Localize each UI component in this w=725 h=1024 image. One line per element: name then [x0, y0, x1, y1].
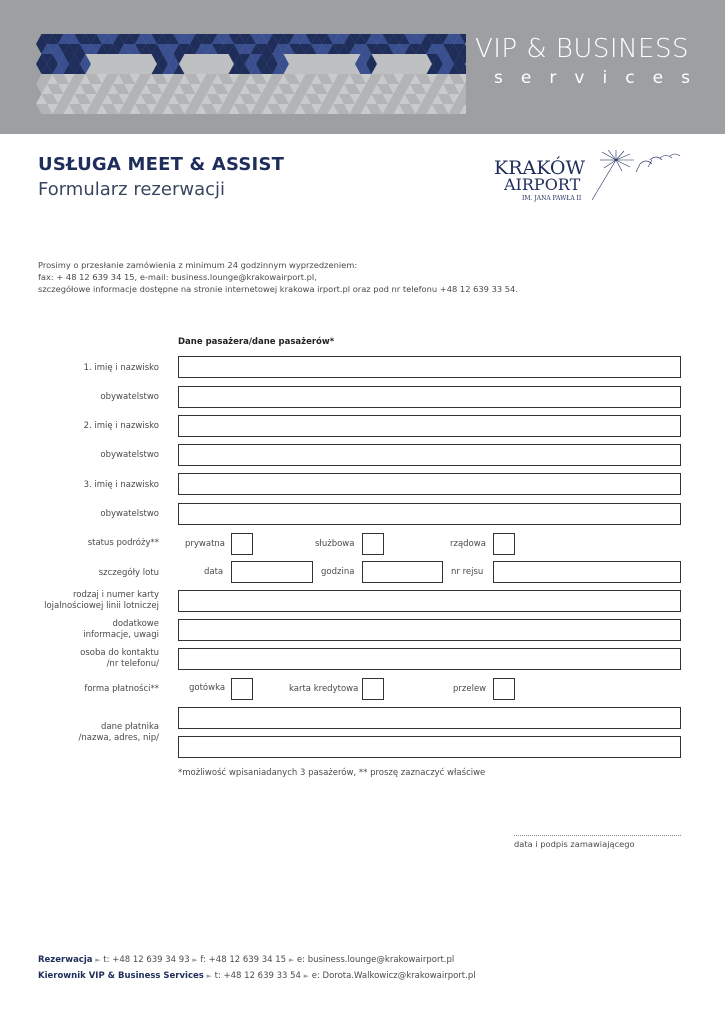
passenger2-name-label: 2. imię i nazwisko — [83, 421, 159, 431]
arrow-right-icon: ► — [303, 972, 310, 980]
payment-cash-checkbox[interactable] — [231, 678, 253, 700]
contact-person-field[interactable] — [178, 648, 681, 670]
contact-person-label: osoba do kontaktu /nr telefonu/ — [80, 648, 159, 669]
flight-date-label: data — [204, 567, 224, 577]
service-title: USŁUGA MEET & ASSIST — [38, 154, 285, 175]
passenger1-name-field[interactable] — [178, 356, 681, 378]
passenger3-citizenship-field[interactable] — [178, 503, 681, 525]
logo-line1: KRAKÓW — [494, 157, 586, 179]
loyalty-card-field[interactable] — [178, 590, 681, 612]
payer-details-field-1[interactable] — [178, 707, 681, 729]
footer-manager-line: Kierownik VIP & Business Services ► t: +48 12 639 33 54 ► e: Dorota.Walkowicz@krakowairport.pl — [38, 971, 476, 981]
logo-line2: AIRPORT — [504, 175, 581, 194]
passenger1-citizenship-label: obywatelstwo — [100, 392, 159, 402]
services-subtitle: s e r v i c e s — [494, 68, 690, 88]
payer-details-label: dane płatnika /nazwa, adres, nip/ — [78, 722, 159, 743]
footnote: *możliwość wpisaniadanych 3 pasażerów, ** proszę zaznaczyć właściwe — [178, 768, 486, 778]
passenger3-citizenship-label: obywatelstwo — [100, 509, 159, 519]
payment-card-label: karta kredytowa — [289, 684, 359, 694]
arrow-right-icon: ► — [206, 972, 212, 980]
passenger2-name-field[interactable] — [178, 415, 681, 437]
status-private-checkbox[interactable] — [231, 533, 253, 555]
passenger3-name-field[interactable] — [178, 473, 681, 495]
status-business-checkbox[interactable] — [362, 533, 384, 555]
passenger2-citizenship-field[interactable] — [178, 444, 681, 466]
status-business-label: służbowa — [315, 539, 355, 549]
additional-info-field[interactable] — [178, 619, 681, 641]
passenger1-citizenship-field[interactable] — [178, 386, 681, 408]
passenger1-name-label: 1. imię i nazwisko — [83, 363, 159, 373]
payment-card-checkbox[interactable] — [362, 678, 384, 700]
flight-number-field[interactable] — [493, 561, 681, 583]
vip-business-title: VIP & BUSINESS — [474, 34, 689, 64]
footer-reservation-line: Rezerwacja ► t: +48 12 639 34 93 ► f: +48 12 639 34 15 ► e: business.lounge@krakowairport.pl — [38, 955, 455, 965]
loyalty-card-label: rodzaj i numer karty lojalnościowej linii lotniczej — [44, 590, 159, 611]
flight-date-field[interactable] — [231, 561, 313, 583]
additional-info-label: dodatkowe informacje, uwagi — [83, 619, 159, 640]
signature-line — [514, 835, 681, 836]
krakow-airport-logo — [490, 150, 690, 208]
payment-method-label: forma płatności** — [84, 684, 159, 694]
intro-text: Prosimy o przesłanie zamówienia z minimum 24 godzinnym wyprzedzeniem: fax: + 48 12 639 34 15, e-mail: business.lounge@krakowairport.pl, szczegółowe informacje dostępne na stronie internetowej krakowa irport.pl oraz pod nr telefonu +48 12 639 33 54. — [38, 260, 518, 294]
arrow-right-icon: ► — [192, 956, 198, 964]
passenger-section-header: Dane pasażera/dane pasażerów* — [178, 337, 335, 347]
status-private-label: prywatna — [185, 539, 226, 549]
arrow-right-icon: ► — [288, 956, 295, 964]
flight-time-field[interactable] — [362, 561, 443, 583]
passenger3-name-label: 3. imię i nazwisko — [83, 480, 159, 490]
payment-cash-label: gotówka — [189, 683, 226, 693]
triangle-pattern-graphic — [36, 34, 466, 118]
flight-details-label: szczegóły lotu — [98, 568, 159, 578]
dandelion-icon — [592, 150, 680, 200]
flight-time-label: godzina — [321, 567, 355, 577]
payment-transfer-checkbox[interactable] — [493, 678, 515, 700]
payer-details-field-2[interactable] — [178, 736, 681, 758]
logo-line3: IM. JANA PAWŁA II — [522, 195, 582, 202]
passenger2-citizenship-label: obywatelstwo — [100, 450, 159, 460]
travel-status-label: status podróży** — [87, 538, 159, 548]
arrow-right-icon: ► — [95, 956, 101, 964]
form-subtitle: Formularz rezerwacji — [38, 179, 226, 200]
flight-number-label: nr rejsu — [451, 567, 484, 577]
signature-caption: data i podpis zamawiającego — [514, 839, 635, 849]
payment-transfer-label: przelew — [453, 684, 487, 694]
header-banner — [0, 0, 725, 134]
status-government-label: rządowa — [450, 539, 486, 549]
status-government-checkbox[interactable] — [493, 533, 515, 555]
